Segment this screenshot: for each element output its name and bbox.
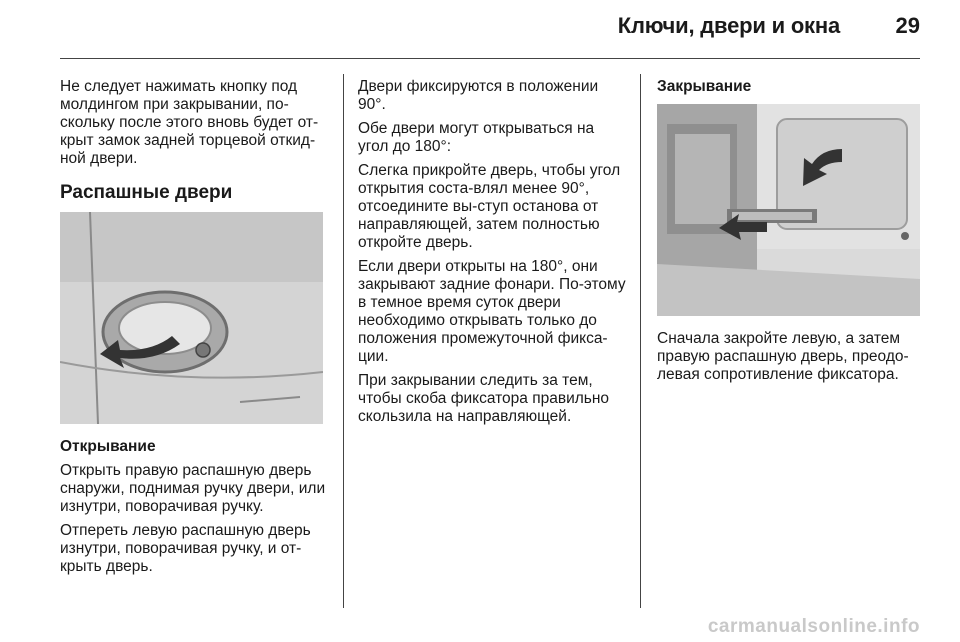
- page-header-title: Ключи, двери и окна: [617, 13, 840, 38]
- paragraph-180: Обе двери могут открываться на угол до 180°:: [358, 120, 595, 155]
- column-divider-left: [343, 74, 344, 608]
- door-handle-photo: [60, 212, 323, 424]
- subheading-opening: Открывание: [60, 438, 156, 455]
- column-divider-right: [640, 74, 641, 608]
- opening-paragraph: Открыть правую распашную дверь снаружи, поднимая ручку двери, или изнутри, поворачивая ручку.: [60, 462, 326, 515]
- paragraph-closing-check: При закрывании следить за тем, чтобы скоба фиксатора правильно скользила на направляющей.: [358, 372, 610, 425]
- section-heading-swing-doors: Распашные двери: [60, 182, 233, 203]
- paragraph-procedure: Слегка прикройте дверь, чтобы угол открытия соста-влял менее 90°, отсоедините вы-ступ останова от направляющей, затем полностью откройте дверь.: [358, 162, 621, 251]
- door-closing-photo: [657, 104, 920, 316]
- header-rule: [60, 58, 920, 59]
- paragraph-lights: Если двери открыты на 180°, они закрывают задние фонари. По-этому в темное время суток двери необходимо открывать только до положения промежуточной фикса-ции.: [358, 258, 626, 365]
- subheading-closing: Закрывание: [657, 78, 752, 95]
- opening-paragraph-2: Отпереть левую распашную дверь изнутри, поворачивая ручку, и от-крыть дверь.: [60, 522, 311, 575]
- watermark: carmanualsonline.info: [707, 616, 920, 637]
- closing-paragraph: Сначала закройте левую, а затем правую распашную дверь, преодо-левая сопротивление фиксатора.: [657, 330, 909, 383]
- column-right: [657, 78, 920, 390]
- page-number: 29: [895, 13, 920, 38]
- intro-paragraph: Не следует нажимать кнопку под молдингом при закрывании, по-скольку после этого вновь будет от-крыт замок задней торцевой откид-ной двери.: [60, 78, 319, 167]
- column-middle: [358, 78, 626, 432]
- column-left: [60, 78, 328, 582]
- paragraph-fixing: Двери фиксируются в положении 90°.: [358, 78, 599, 113]
